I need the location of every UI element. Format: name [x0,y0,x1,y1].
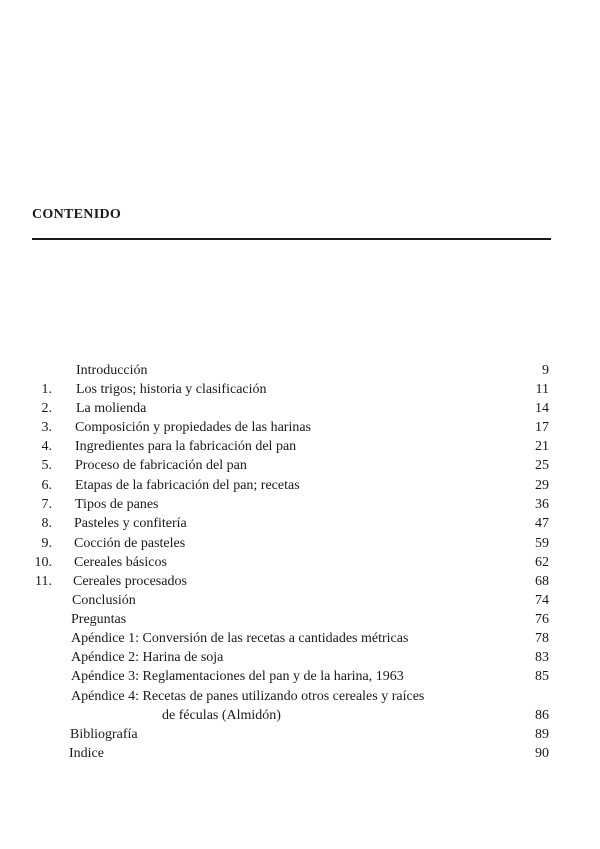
chapter-title: Pasteles y confitería [74,516,187,531]
toc-entry [0,572,600,592]
chapter-number: 11. [35,574,52,589]
chapter-title: Introducción [76,363,148,378]
page-number: 68 [535,574,549,589]
chapter-number: 10. [34,555,52,570]
page-number: 17 [535,420,549,435]
toc-entry [0,610,600,630]
chapter-title: Cereales básicos [74,555,167,570]
chapter-number: 7. [41,497,52,512]
toc-entry [0,399,600,419]
chapter-title: Apéndice 4: Recetas de panes utilizando otros cereales y raíces [71,689,425,704]
chapter-number: 4. [41,439,52,454]
toc-entry [0,418,600,438]
toc-entry [0,534,600,554]
page-number: 47 [535,516,549,531]
page-number: 11 [535,382,549,397]
chapter-number: 2. [41,401,52,416]
toc-entry [0,687,600,707]
page-number: 59 [535,536,549,551]
toc-entry [0,725,600,745]
chapter-title: Proceso de fabricación del pan [75,458,247,473]
chapter-number: 3. [41,420,52,435]
chapter-title: Apéndice 3: Reglamentaciones del pan y de la harina, 1963 [71,669,404,684]
toc-entry [0,591,600,611]
chapter-title: Ingredientes para la fabricación del pan [75,439,297,454]
chapter-title: Bibliografía [70,727,138,742]
page-number: 14 [535,401,549,416]
page-number: 9 [542,363,549,378]
page-number: 62 [535,555,549,570]
chapter-number: 8. [41,516,52,531]
toc-entry [0,744,600,764]
toc-entry [0,380,600,400]
chapter-title: Indice [69,746,104,761]
chapter-title: Preguntas [71,612,127,627]
toc-entry [0,495,600,515]
chapter-title: Conclusión [72,593,136,608]
toc-entry [0,706,600,726]
toc-entry [0,553,600,573]
chapter-title: Cereales procesados [73,574,187,589]
chapter-number: 9. [41,536,52,551]
toc-entry [0,361,600,381]
chapter-title: Etapas de la fabricación del pan; recetas [75,478,300,493]
chapter-title: Apéndice 2: Harina de soja [71,650,224,665]
page-number: 78 [535,631,549,646]
toc-entry [0,437,600,457]
page-number: 25 [535,458,549,473]
chapter-title: Cocción de pasteles [74,536,186,551]
page-title: CONTENIDO [32,207,122,222]
chapter-title: de féculas (Almidón) [162,708,281,723]
page-number: 21 [535,439,549,454]
toc-entry [0,648,600,668]
chapter-title: Los trigos; historia y clasificación [76,382,267,397]
chapter-number: 6. [41,478,52,493]
chapter-title: Tipos de panes [75,497,159,512]
chapter-title: Composición y propiedades de las harinas [75,420,312,435]
toc-entry [0,629,600,649]
page-number: 74 [535,593,549,608]
toc-entry [0,456,600,476]
toc-entry [0,476,600,496]
page-number: 76 [535,612,549,627]
chapter-number: 1. [41,382,52,397]
page-number: 36 [535,497,549,512]
toc-entry [0,667,600,687]
page-number: 85 [535,669,549,684]
page-number: 86 [535,708,549,723]
page-number: 83 [535,650,549,665]
chapter-title: Apéndice 1: Conversión de las recetas a cantidades métricas [71,631,409,646]
toc-entry [0,514,600,534]
chapter-title: La molienda [76,401,147,416]
page-number: 89 [535,727,549,742]
page-number: 90 [535,746,549,761]
chapter-number: 5. [41,458,52,473]
page-number: 29 [535,478,549,493]
